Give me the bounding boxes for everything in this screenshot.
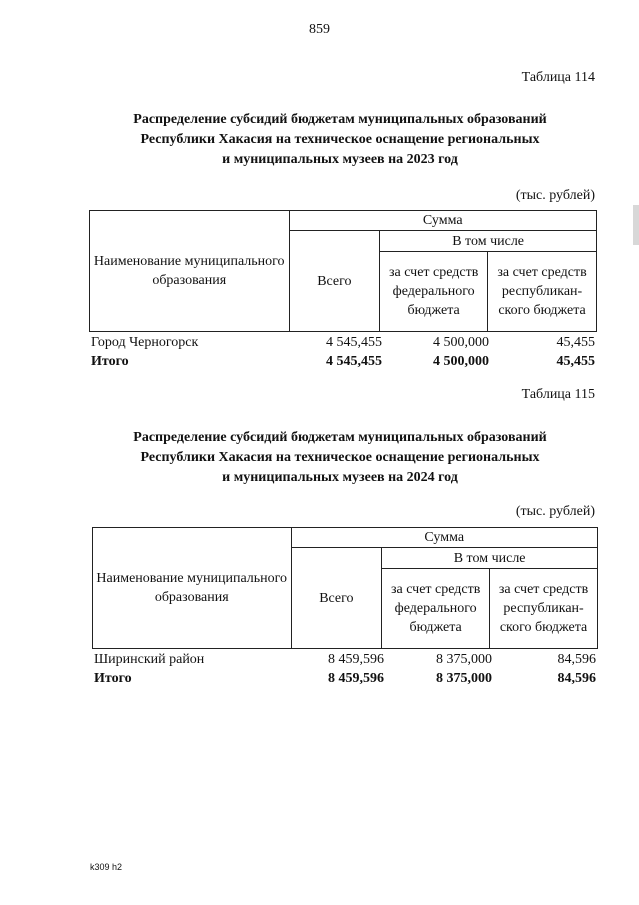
- row-federal: 4 500,000: [433, 335, 489, 350]
- total-total: 4 545,455: [326, 354, 382, 369]
- table-row: [92, 650, 598, 669]
- row-name: Ширинский район: [94, 652, 205, 667]
- header-name-cell: Наименование муниципального образования: [93, 528, 292, 649]
- table-row: [89, 333, 597, 352]
- header-name-cell: Наименование муниципального образования: [90, 211, 290, 332]
- title-line: и муниципальных музеев на 2024 год: [222, 470, 458, 485]
- title-line: Республики Хакасия на техническое оснащение региональных: [140, 132, 540, 147]
- table-114-title: [60, 110, 620, 170]
- table-114-number: Таблица 114: [521, 70, 595, 85]
- row-total: 4 545,455: [326, 335, 382, 350]
- table-115-body: [92, 650, 598, 688]
- header-republic-cell: за счет средств республикан-ского бюджета: [490, 569, 598, 649]
- table-114-body: [89, 333, 597, 371]
- total-federal: 4 500,000: [433, 354, 489, 369]
- title-line: Республики Хакасия на техническое оснащение региональных: [140, 450, 540, 465]
- total-label: Итого: [94, 671, 132, 686]
- header-sum-cell: Сумма: [291, 528, 598, 548]
- table-115-unit: (тыс. рублей): [515, 504, 595, 519]
- table-115-title: [60, 428, 620, 488]
- header-republic-cell: за счет средств республикан-ского бюджета: [488, 252, 597, 332]
- footer-code: k309 h2: [90, 862, 123, 872]
- table-114-unit: (тыс. рублей): [515, 188, 595, 203]
- total-label: Итого: [91, 354, 129, 369]
- title-line: Распределение субсидий бюджетам муниципальных образований: [133, 430, 547, 445]
- header-total-cell: Всего: [291, 548, 382, 649]
- total-federal: 8 375,000: [436, 671, 492, 686]
- title-line: Распределение субсидий бюджетам муниципальных образований: [133, 112, 547, 127]
- table-115-header: [92, 527, 598, 649]
- title-line: и муниципальных музеев на 2023 год: [222, 152, 458, 167]
- row-republic: 84,596: [557, 652, 596, 667]
- header-including-cell: В том числе: [382, 548, 598, 569]
- header-including-cell: В том числе: [380, 231, 597, 252]
- row-federal: 8 375,000: [436, 652, 492, 667]
- total-republic: 84,596: [557, 671, 596, 686]
- scan-edge-mark: [633, 205, 639, 245]
- table-115-number: Таблица 115: [521, 387, 595, 402]
- header-federal-cell: за счет средств федерального бюджета: [380, 252, 488, 332]
- page-number: 859: [309, 22, 330, 37]
- header-federal-cell: за счет средств федерального бюджета: [382, 569, 490, 649]
- header-total-cell: Всего: [289, 231, 380, 332]
- total-republic: 45,455: [556, 354, 595, 369]
- header-sum-cell: Сумма: [289, 211, 597, 231]
- total-row: [92, 669, 598, 688]
- total-total: 8 459,596: [328, 671, 384, 686]
- total-row: [89, 352, 597, 371]
- row-republic: 45,455: [556, 335, 595, 350]
- row-name: Город Черногорск: [91, 335, 199, 350]
- row-total: 8 459,596: [328, 652, 384, 667]
- table-114-header: [89, 210, 597, 332]
